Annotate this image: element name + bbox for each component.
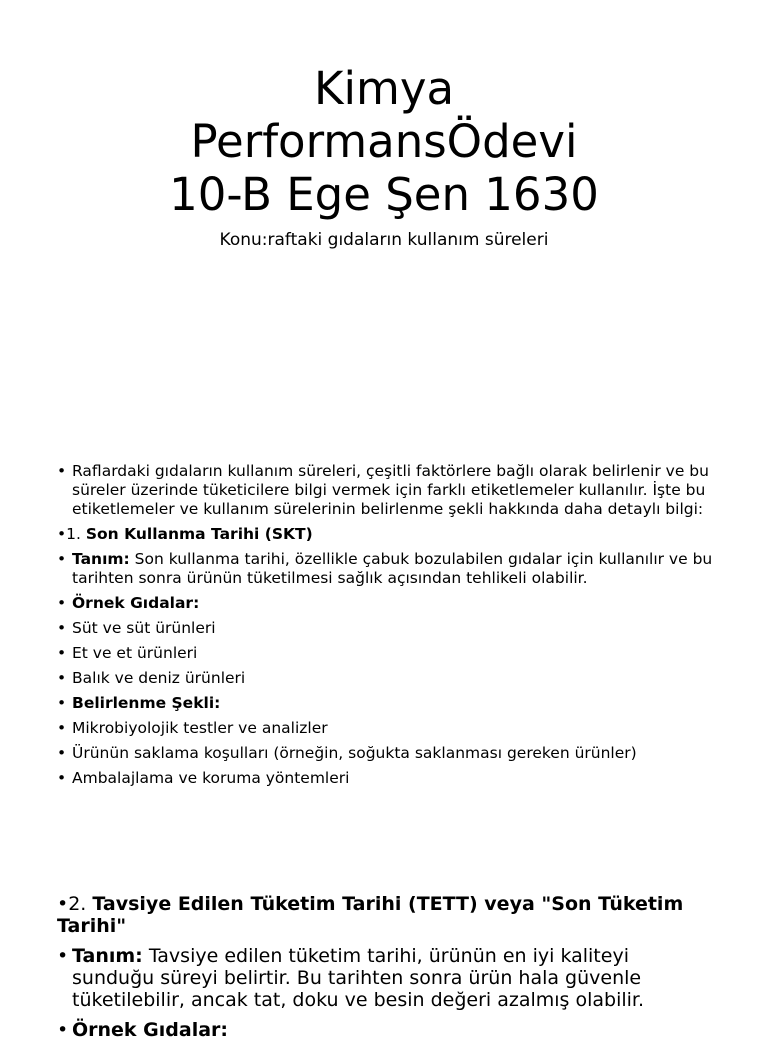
example-text: Balık ve deniz ürünleri [72, 669, 246, 687]
bullet-icon: • [57, 769, 67, 787]
intro-text: Raflardaki gıdaların kullanım süreleri, çeşitli faktörlere bağlı olarak belirlenir ve bu süreler üzerinde tüketicilere bilgi vermek için farklı etiketlemeler kullanılır. İşte bu etiketlemeler ve kullanım sürelerinin belirlenme şekli hakkında daha detaylı bilgi: [72, 462, 709, 518]
heading-number: 2. [68, 893, 93, 915]
bullet-icon: • [57, 694, 67, 712]
title-line-1: Kimya [313, 62, 455, 115]
examples-label: Örnek Gıdalar: [72, 1019, 229, 1041]
slide-subtitle: Konu:raftaki gıdaların kullanım süreleri [219, 230, 549, 250]
definition-text: Tavsiye edilen tüketim tarihi, ürünün en iyi kaliteyi sunduğu süreyi belirtir. Bu tarihten sonra ürün hala güvenle tüketilebilir, ancak tat, doku ve besin değeri azalmış olabilir. [72, 945, 645, 1011]
bullet-icon: • [57, 462, 67, 480]
list-item-examples-label [57, 1019, 697, 1041]
list-item [57, 769, 727, 788]
example-text: Et ve et ürünleri [72, 644, 198, 662]
list-item [57, 669, 727, 688]
list-item [57, 644, 727, 663]
bullet-icon: • [57, 669, 67, 687]
bullet-icon: • [57, 1019, 69, 1041]
bullet-icon: • [57, 594, 67, 612]
method-text: Mikrobiyolojik testler ve analizler [72, 719, 328, 737]
definition-text: Son kullanma tarihi, özellikle çabuk bozulabilen gıdalar için kullanılır ve bu tarihten sonra ürünün tüketilmesi sağlık açısından tehlikeli olabilir. [72, 550, 713, 587]
bullet-icon: • [57, 744, 67, 762]
definition-label: Tanım: [72, 550, 130, 568]
method-text: Ambalajlama ve koruma yöntemleri [72, 769, 350, 787]
title-line-3: 10-B Ege Şen 1630 [169, 168, 599, 221]
list-item-intro [57, 462, 727, 519]
list-item [57, 619, 727, 638]
slide-title [0, 62, 768, 221]
bullet-icon: • [57, 945, 69, 967]
bullet-icon: • [57, 550, 67, 568]
section-1-list [57, 462, 727, 794]
bullet-icon: • [57, 525, 67, 543]
examples-label: Örnek Gıdalar: [72, 594, 200, 612]
method-text: Ürünün saklama koşulları (örneğin, soğukta saklanması gereken ürünler) [72, 744, 637, 762]
heading-number: 1. [66, 525, 86, 543]
definition-label: Tanım: [72, 945, 143, 967]
section-heading: Son Kullanma Tarihi (SKT) [85, 525, 313, 543]
bullet-icon: • [57, 719, 67, 737]
list-item-examples-label [57, 594, 727, 613]
list-item-definition [57, 550, 727, 588]
method-label: Belirlenme Şekli: [72, 694, 221, 712]
list-item [57, 744, 727, 763]
list-item [57, 719, 727, 738]
bullet-icon: • [57, 644, 67, 662]
section-2-list [57, 893, 697, 1049]
bullet-icon: • [57, 893, 69, 915]
list-item-heading-skt [57, 525, 727, 544]
title-line-2: PerformansÖdevi [190, 115, 578, 168]
section-heading: Tavsiye Edilen Tüketim Tarihi (TETT) veya "Son Tüketim Tarihi" [57, 893, 684, 937]
bullet-icon: • [57, 619, 67, 637]
example-text: Süt ve süt ürünleri [72, 619, 216, 637]
list-item-definition [57, 945, 697, 1011]
list-item-heading-tett [57, 893, 697, 937]
list-item-method-label [57, 694, 727, 713]
